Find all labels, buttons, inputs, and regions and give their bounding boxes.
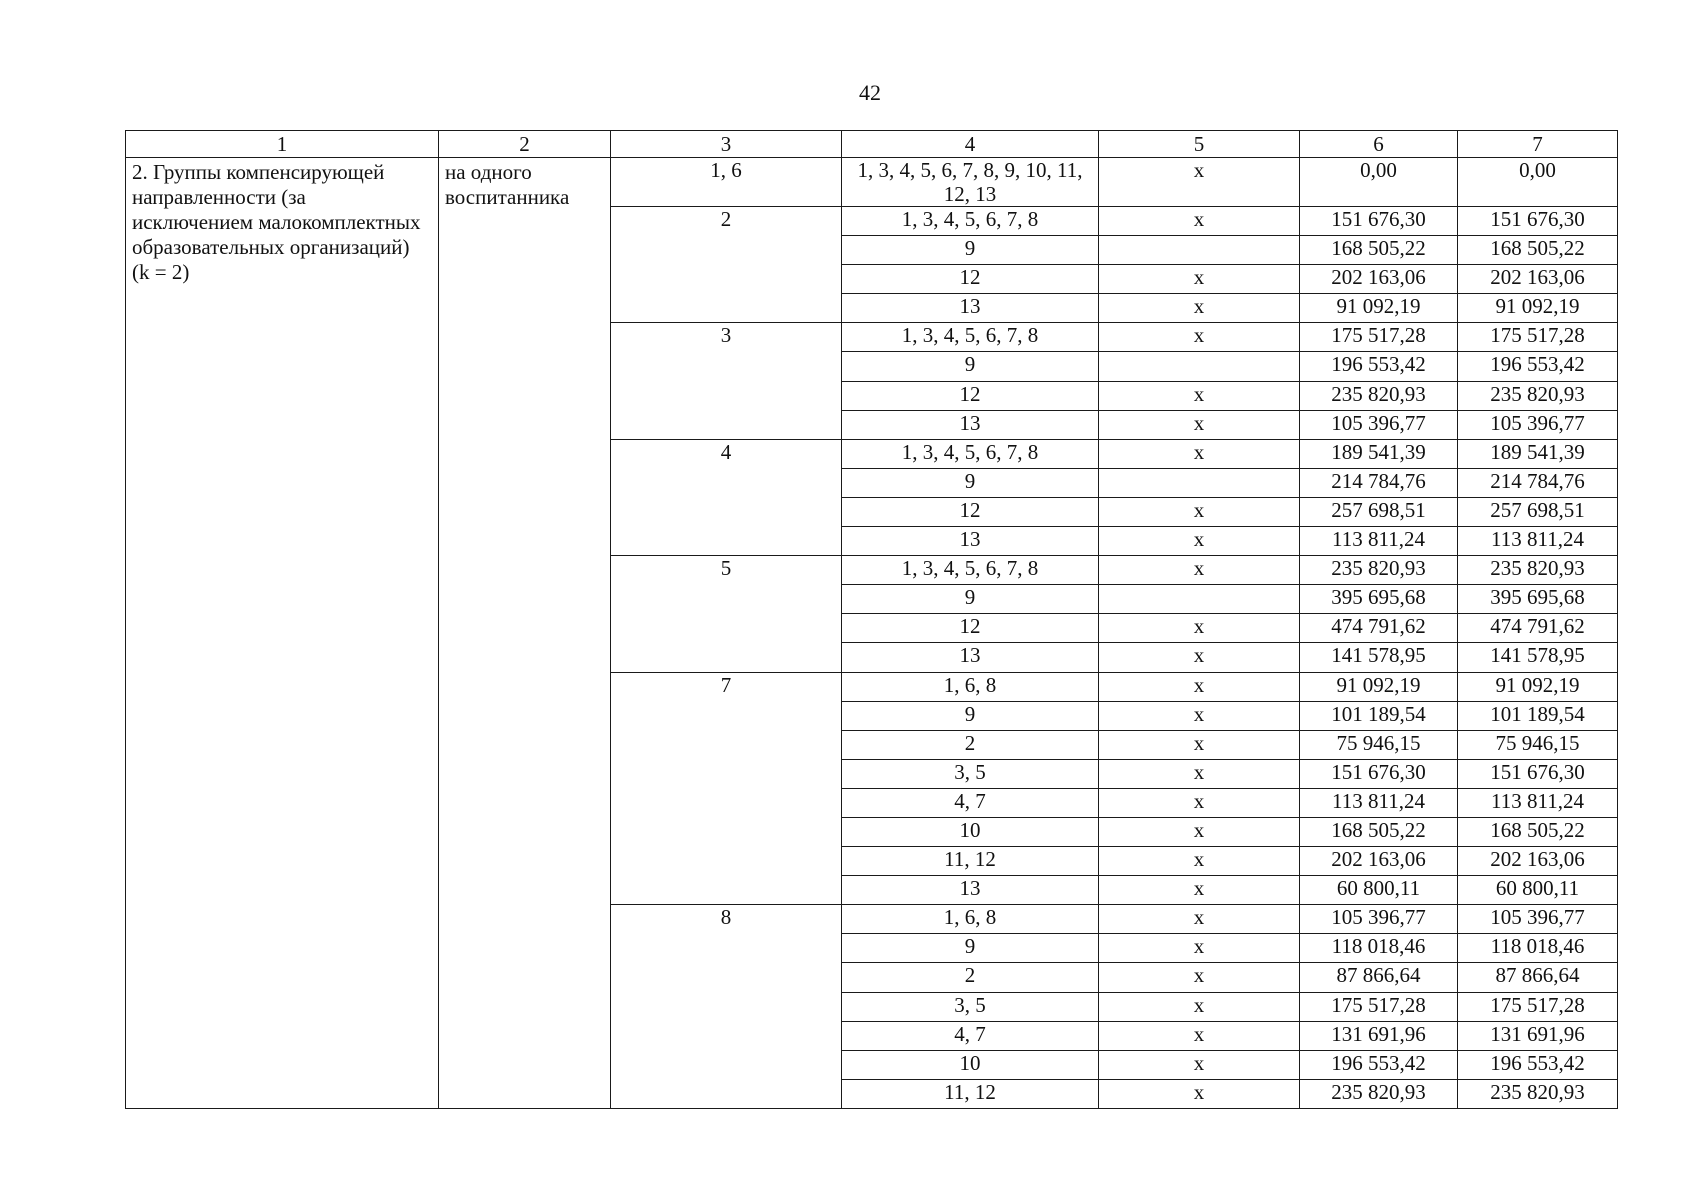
value-cell: 168 505,22	[1300, 236, 1458, 265]
mark-cell: х	[1099, 730, 1300, 759]
value-cell: 395 695,68	[1458, 585, 1618, 614]
value-cell: 189 541,39	[1300, 439, 1458, 468]
value-cell: 141 578,95	[1300, 643, 1458, 672]
criteria-cell: 11, 12	[842, 1079, 1099, 1108]
criteria-cell: 10	[842, 1050, 1099, 1079]
criteria-cell: 1, 6, 8	[842, 672, 1099, 701]
value-cell: 474 791,62	[1300, 614, 1458, 643]
value-cell: 87 866,64	[1458, 963, 1618, 992]
value-cell: 101 189,54	[1458, 701, 1618, 730]
value-cell: 75 946,15	[1300, 730, 1458, 759]
value-cell: 235 820,93	[1300, 556, 1458, 585]
column-header: 6	[1300, 131, 1458, 158]
column-header: 4	[842, 131, 1099, 158]
mark-cell: х	[1099, 992, 1300, 1021]
criteria-cell: 13	[842, 410, 1099, 439]
value-cell: 75 946,15	[1458, 730, 1618, 759]
value-cell: 101 189,54	[1300, 701, 1458, 730]
group-cell: 5	[611, 556, 842, 672]
value-cell: 202 163,06	[1458, 265, 1618, 294]
criteria-cell: 1, 6, 8	[842, 905, 1099, 934]
value-cell: 60 800,11	[1458, 876, 1618, 905]
criteria-cell: 9	[842, 352, 1099, 381]
mark-cell: х	[1099, 294, 1300, 323]
value-cell: 168 505,22	[1458, 236, 1618, 265]
column-header: 7	[1458, 131, 1618, 158]
mark-cell: х	[1099, 410, 1300, 439]
value-cell: 235 820,93	[1458, 1079, 1618, 1108]
mark-cell: х	[1099, 381, 1300, 410]
value-cell: 235 820,93	[1458, 556, 1618, 585]
mark-cell: х	[1099, 847, 1300, 876]
criteria-cell: 4, 7	[842, 1021, 1099, 1050]
column-header: 5	[1099, 131, 1300, 158]
value-cell: 105 396,77	[1300, 905, 1458, 934]
column-number-row	[126, 131, 1618, 158]
criteria-cell: 13	[842, 527, 1099, 556]
mark-cell: х	[1099, 1021, 1300, 1050]
criteria-cell: 3, 5	[842, 759, 1099, 788]
value-cell: 105 396,77	[1458, 410, 1618, 439]
value-cell: 113 811,24	[1458, 788, 1618, 817]
criteria-cell: 2	[842, 963, 1099, 992]
criteria-cell: 9	[842, 468, 1099, 497]
mark-cell: х	[1099, 817, 1300, 846]
value-cell: 175 517,28	[1300, 992, 1458, 1021]
group-cell: 2	[611, 207, 842, 323]
mark-cell: х	[1099, 876, 1300, 905]
value-cell: 113 811,24	[1300, 527, 1458, 556]
criteria-cell: 13	[842, 876, 1099, 905]
mark-cell: х	[1099, 497, 1300, 526]
group-cell: 1, 6	[611, 158, 842, 207]
criteria-cell: 10	[842, 817, 1099, 846]
mark-cell: х	[1099, 905, 1300, 934]
mark-cell: х	[1099, 934, 1300, 963]
criteria-cell: 1, 3, 4, 5, 6, 7, 8	[842, 207, 1099, 236]
mark-cell: х	[1099, 439, 1300, 468]
mark-cell: х	[1099, 1079, 1300, 1108]
value-cell: 196 553,42	[1300, 1050, 1458, 1079]
mark-cell: х	[1099, 158, 1300, 207]
mark-cell: х	[1099, 265, 1300, 294]
mark-cell: х	[1099, 788, 1300, 817]
criteria-cell: 4, 7	[842, 788, 1099, 817]
value-cell: 395 695,68	[1300, 585, 1458, 614]
criteria-cell: 1, 3, 4, 5, 6, 7, 8	[842, 323, 1099, 352]
mark-cell: х	[1099, 701, 1300, 730]
mark-cell: х	[1099, 1050, 1300, 1079]
standards-table	[125, 130, 1618, 1109]
table-body	[126, 158, 1618, 1109]
criteria-cell: 2	[842, 730, 1099, 759]
value-cell: 151 676,30	[1458, 207, 1618, 236]
criteria-cell: 1, 3, 4, 5, 6, 7, 8	[842, 439, 1099, 468]
value-cell: 202 163,06	[1458, 847, 1618, 876]
mark-cell: х	[1099, 614, 1300, 643]
value-cell: 189 541,39	[1458, 439, 1618, 468]
value-cell: 168 505,22	[1458, 817, 1618, 846]
group-cell: 7	[611, 672, 842, 905]
value-cell: 214 784,76	[1458, 468, 1618, 497]
criteria-cell: 3, 5	[842, 992, 1099, 1021]
group-cell: 4	[611, 439, 842, 555]
value-cell: 91 092,19	[1300, 672, 1458, 701]
value-cell: 202 163,06	[1300, 847, 1458, 876]
value-cell: 196 553,42	[1300, 352, 1458, 381]
criteria-cell: 1, 3, 4, 5, 6, 7, 8, 9, 10, 11, 12, 13	[842, 158, 1099, 207]
mark-cell	[1099, 585, 1300, 614]
value-cell: 175 517,28	[1300, 323, 1458, 352]
value-cell: 202 163,06	[1300, 265, 1458, 294]
mark-cell: х	[1099, 556, 1300, 585]
value-cell: 257 698,51	[1300, 497, 1458, 526]
value-cell: 141 578,95	[1458, 643, 1618, 672]
value-cell: 175 517,28	[1458, 992, 1618, 1021]
group-cell: 8	[611, 905, 842, 1109]
criteria-cell: 9	[842, 236, 1099, 265]
value-cell: 0,00	[1300, 158, 1458, 207]
mark-cell: х	[1099, 643, 1300, 672]
value-cell: 168 505,22	[1300, 817, 1458, 846]
criteria-cell: 9	[842, 934, 1099, 963]
value-cell: 151 676,30	[1300, 759, 1458, 788]
mark-cell: х	[1099, 323, 1300, 352]
value-cell: 105 396,77	[1300, 410, 1458, 439]
category-cell: 2. Группы компенсирующей направленности (за исключением малокомплектных образовательных организаций) (k = 2)	[126, 158, 439, 1109]
table-row	[126, 158, 1618, 207]
value-cell: 60 800,11	[1300, 876, 1458, 905]
unit-cell: на одного воспитанника	[439, 158, 611, 1109]
value-cell: 175 517,28	[1458, 323, 1618, 352]
value-cell: 91 092,19	[1300, 294, 1458, 323]
value-cell: 131 691,96	[1300, 1021, 1458, 1050]
criteria-cell: 1, 3, 4, 5, 6, 7, 8	[842, 556, 1099, 585]
criteria-cell: 12	[842, 381, 1099, 410]
value-cell: 214 784,76	[1300, 468, 1458, 497]
criteria-cell: 11, 12	[842, 847, 1099, 876]
value-cell: 0,00	[1458, 158, 1618, 207]
criteria-cell: 13	[842, 643, 1099, 672]
value-cell: 91 092,19	[1458, 294, 1618, 323]
value-cell: 151 676,30	[1300, 207, 1458, 236]
column-header: 2	[439, 131, 611, 158]
mark-cell	[1099, 352, 1300, 381]
mark-cell	[1099, 236, 1300, 265]
mark-cell: х	[1099, 759, 1300, 788]
mark-cell: х	[1099, 207, 1300, 236]
value-cell: 151 676,30	[1458, 759, 1618, 788]
value-cell: 113 811,24	[1300, 788, 1458, 817]
value-cell: 196 553,42	[1458, 1050, 1618, 1079]
criteria-cell: 12	[842, 497, 1099, 526]
value-cell: 257 698,51	[1458, 497, 1618, 526]
mark-cell: х	[1099, 672, 1300, 701]
criteria-cell: 9	[842, 585, 1099, 614]
value-cell: 118 018,46	[1300, 934, 1458, 963]
mark-cell: х	[1099, 527, 1300, 556]
value-cell: 131 691,96	[1458, 1021, 1618, 1050]
column-header: 3	[611, 131, 842, 158]
criteria-cell: 9	[842, 701, 1099, 730]
column-header: 1	[126, 131, 439, 158]
value-cell: 235 820,93	[1300, 381, 1458, 410]
page-number: 42	[859, 80, 881, 105]
group-cell: 3	[611, 323, 842, 439]
value-cell: 235 820,93	[1458, 381, 1618, 410]
value-cell: 87 866,64	[1300, 963, 1458, 992]
value-cell: 91 092,19	[1458, 672, 1618, 701]
value-cell: 235 820,93	[1300, 1079, 1458, 1108]
mark-cell: х	[1099, 963, 1300, 992]
mark-cell	[1099, 468, 1300, 497]
value-cell: 105 396,77	[1458, 905, 1618, 934]
criteria-cell: 13	[842, 294, 1099, 323]
value-cell: 113 811,24	[1458, 527, 1618, 556]
criteria-cell: 12	[842, 614, 1099, 643]
value-cell: 196 553,42	[1458, 352, 1618, 381]
criteria-cell: 12	[842, 265, 1099, 294]
value-cell: 474 791,62	[1458, 614, 1618, 643]
value-cell: 118 018,46	[1458, 934, 1618, 963]
